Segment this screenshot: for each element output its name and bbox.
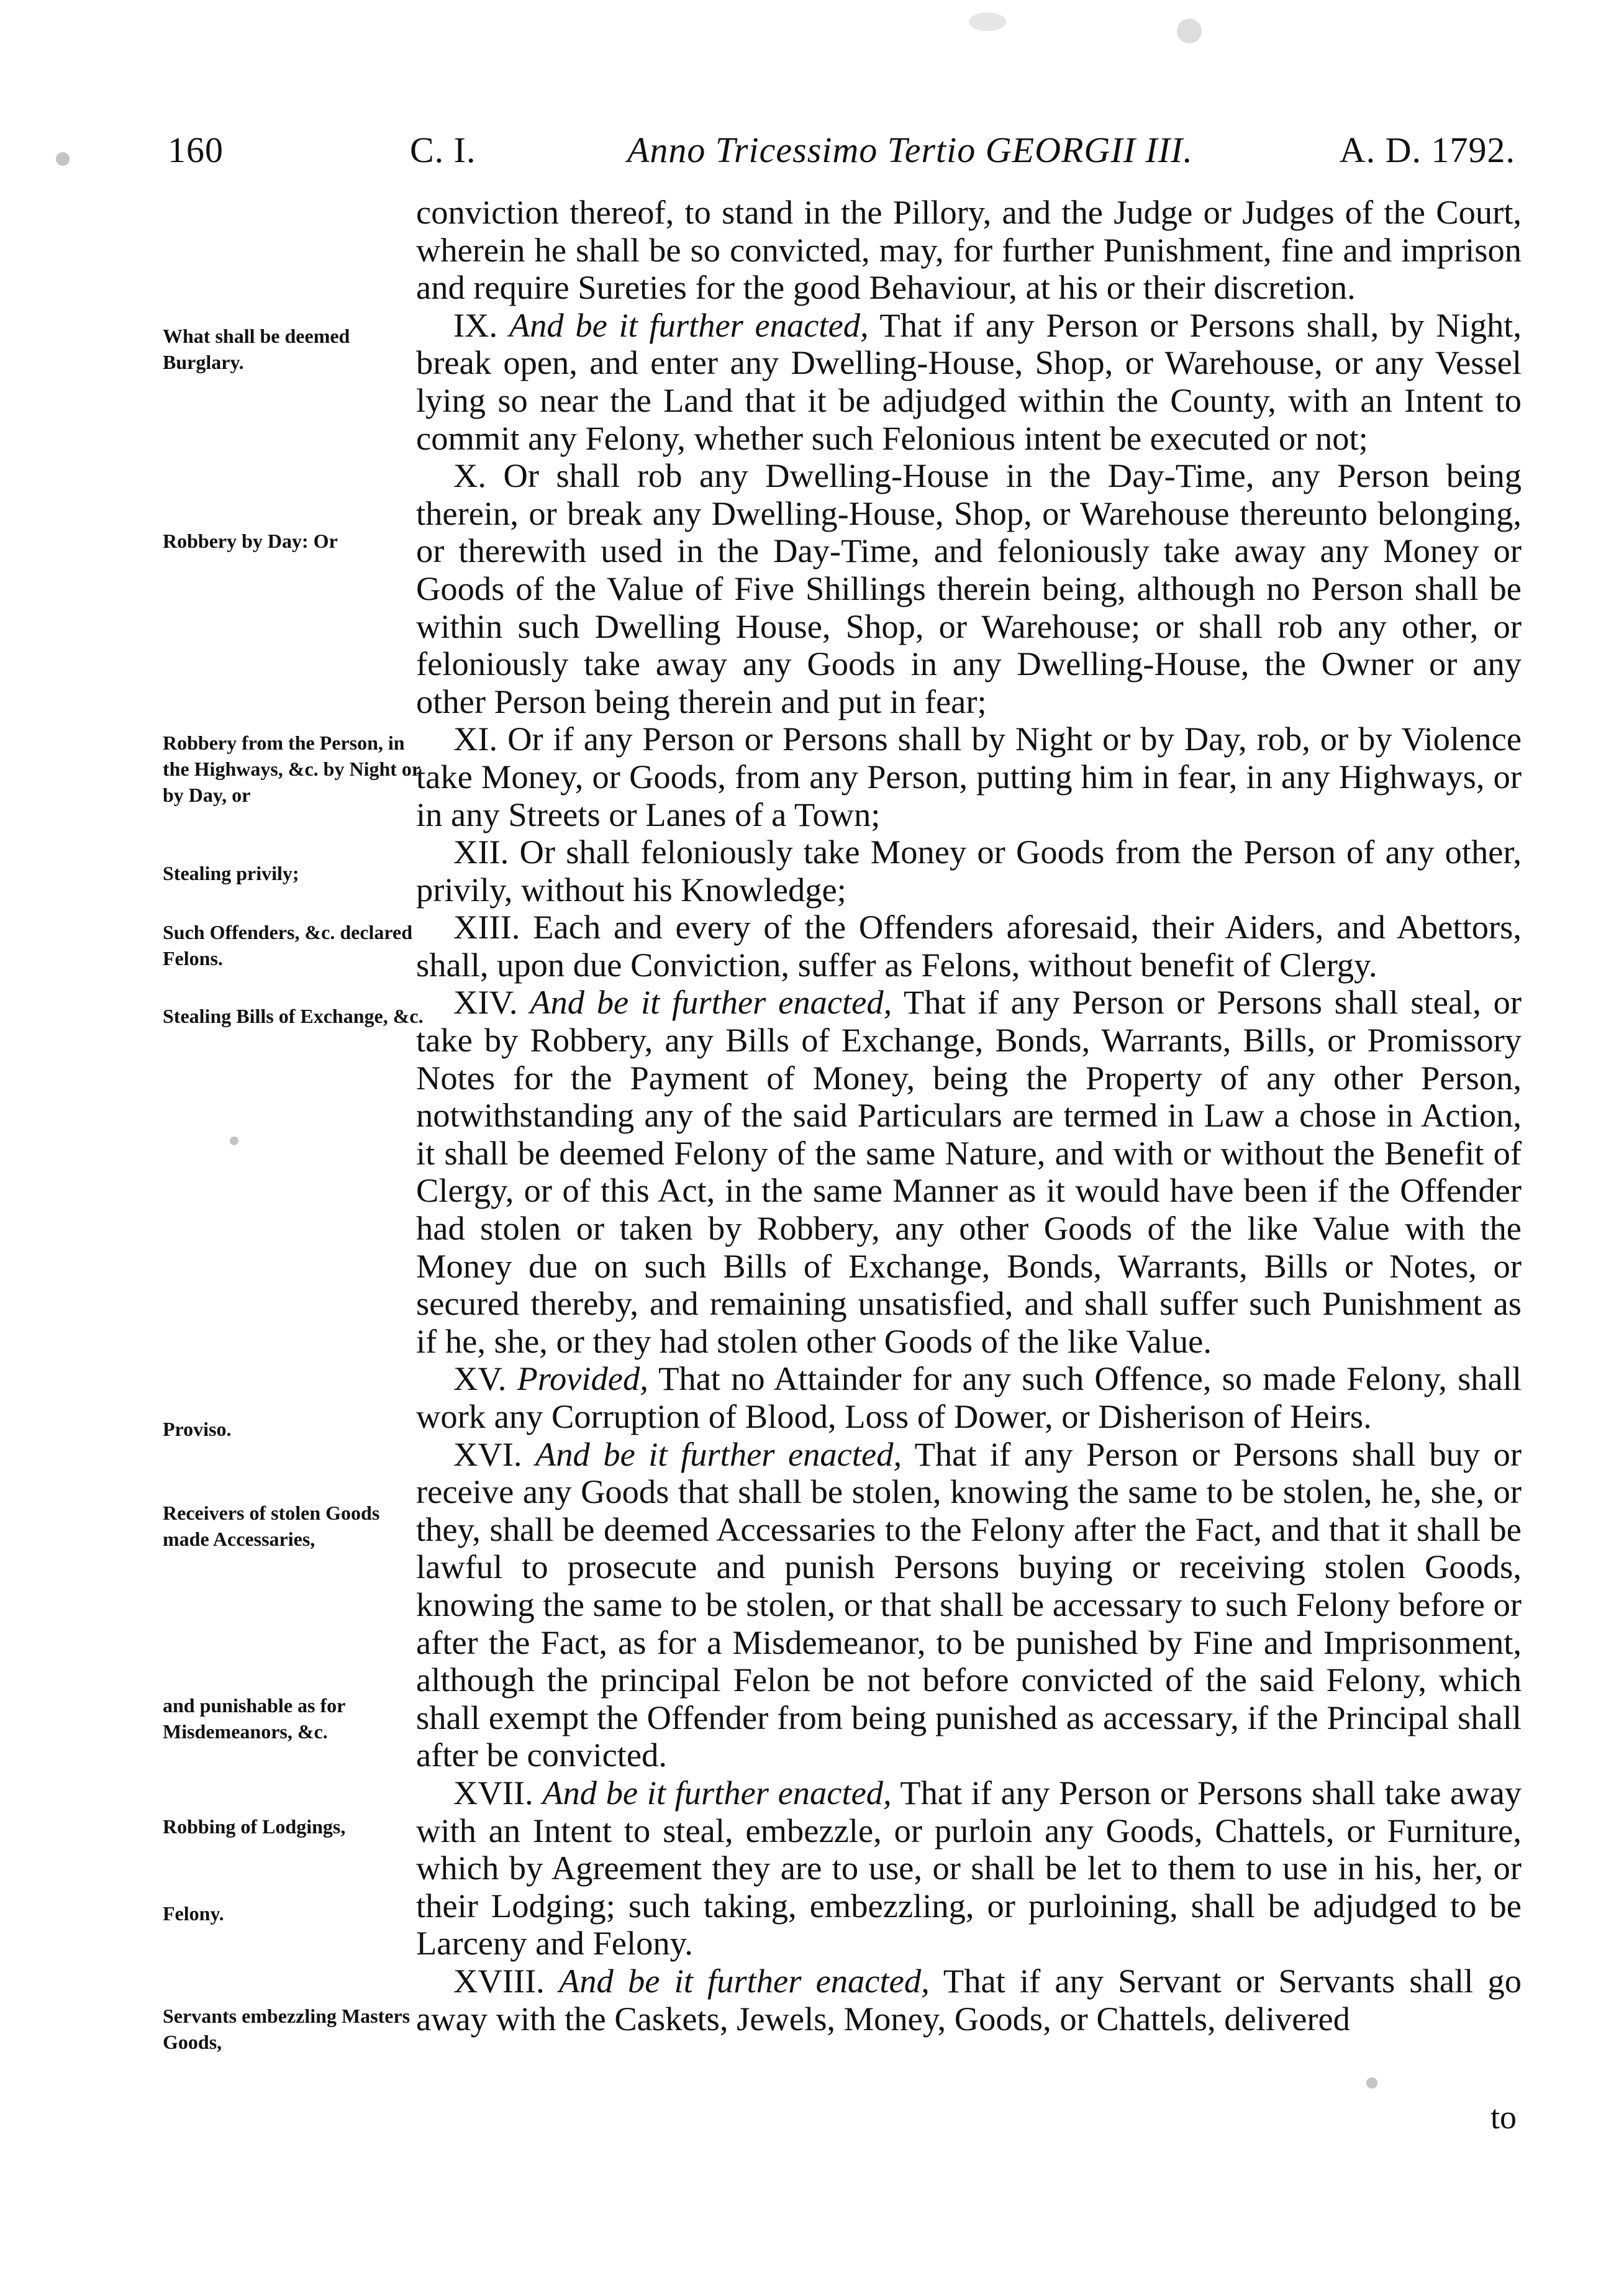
margin-note: Such Offenders, &c. declared Felons. bbox=[163, 921, 413, 969]
act-title: Anno Tricessimo Tertio GEORGII III. bbox=[627, 130, 1193, 170]
paragraph-text: Each and every of the Offenders aforesaid, their Aiders, and Abettors, shall, upon due Conviction, suffer as Felons, without benefit of Clergy. bbox=[416, 908, 1522, 984]
enacting-clause: And be it further enacted, bbox=[509, 306, 869, 344]
margin-note: Receivers of stolen Goods made Accessaries, bbox=[163, 1502, 380, 1550]
margin-note: Stealing privily; bbox=[163, 862, 299, 884]
paragraph-text: Or shall rob any Dwelling-House in the Day-Time, any Person being therein, or break any Dwelling-House, Shop, or Warehouse thereunto belonging, or therewith used in the Day-Time, and feloniously take away any Money or Goods of the Value of Five Shillings therein being, although no Person shall be within such Dwelling House, Shop, or Warehouse; or shall rob any other, or feloniously take away any Goods in any Dwelling-House, the Owner or any other Person being therein and put in fear; bbox=[416, 456, 1522, 720]
section-number: XII. bbox=[453, 833, 509, 871]
paragraph-ix bbox=[416, 307, 1522, 457]
section-number: XI. bbox=[453, 720, 498, 758]
enacting-clause: And be it further enacted, bbox=[530, 983, 892, 1022]
margin-note: Felony. bbox=[163, 1902, 224, 1925]
paragraph-text: That if any Servant or Servants shall go away with the Caskets, Jewels, Money, Goods, or Chattels, delivered bbox=[416, 1961, 1522, 2038]
margin-note: Stealing Bills of Exchange, &c. bbox=[163, 1005, 424, 1027]
paragraph-text: conviction thereof, to stand in the Pillory, and the Judge or Judges of the Court, wherein he shall be so convicted, may, for further Punishment, fine and imprison and require Sureties for the good Behaviour, at his or their discretion. bbox=[416, 193, 1522, 307]
paragraph-xiii bbox=[416, 909, 1522, 984]
section-number: XVI. bbox=[453, 1435, 522, 1473]
margin-note: and punishable as for Misdemeanors, &c. bbox=[163, 1694, 345, 1743]
year-label: A. D. 1792. bbox=[1339, 130, 1515, 170]
section-number: XVIII. bbox=[453, 1961, 545, 2000]
paragraph-x bbox=[416, 457, 1522, 720]
enacting-clause: And be it further enacted, bbox=[542, 1773, 892, 1812]
paragraph-xvii bbox=[416, 1774, 1522, 1962]
margin-note: What shall be deemed Burglary. bbox=[163, 325, 350, 373]
scan-speck bbox=[1366, 2077, 1377, 2089]
section-number: XIII. bbox=[453, 908, 520, 946]
paragraph-xi bbox=[416, 720, 1522, 833]
margin-note: Robbery from the Person, in the Highways, &c. by Night or by Day, or bbox=[163, 732, 420, 806]
paragraph-xiv bbox=[416, 984, 1522, 1360]
margin-note: Robbery by Day: Or bbox=[163, 530, 338, 552]
chapter-label: C. I. bbox=[410, 130, 476, 170]
section-number: XIV. bbox=[453, 983, 518, 1022]
paragraph-xviii bbox=[416, 1962, 1522, 2038]
statute-text bbox=[416, 194, 1522, 2038]
margin-note: Servants embezzling Masters Goods, bbox=[163, 2005, 411, 2053]
paragraph-text: Or if any Person or Persons shall by Night or by Day, rob, or by Violence take Money, or Goods, from any Person, putting him in fear, in any Highways, or in any Streets or Lanes of a Town; bbox=[416, 720, 1522, 833]
scan-speck bbox=[230, 1137, 238, 1145]
paragraph-xii bbox=[416, 833, 1522, 909]
section-number: XVII. bbox=[453, 1773, 533, 1812]
margin-note: Robbing of Lodgings, bbox=[163, 1815, 346, 1838]
paragraph-text: That if any Person or Persons shall steal, or take by Robbery, any Bills of Exchange, Bonds, Warrants, Bills, or Promissory Notes for the Payment of Money, being the Property of any other Person, notwithstanding any of the said Particulars are termed in Law a chose in Action, it shall be deemed Felony of the same Nature, and with or without the Benefit of Clergy, or of this Act, in the same Manner as it would have been if the Offender had stolen or taken by Robbery, any other Goods of the like Value with the Money due on such Bills of Exchange, Bonds, Warrants, Bills or Notes, or secured thereby, and remaining unsatisfied, and shall suffer such Punishment as if he, she, or they had stolen other Goods of the like Value. bbox=[416, 983, 1522, 1360]
section-number: IX. bbox=[453, 306, 498, 344]
enacting-clause: And be it further enacted, bbox=[558, 1961, 930, 2000]
catchword: to bbox=[1490, 2099, 1517, 2136]
section-number: X. bbox=[453, 456, 486, 495]
margin-note: Proviso. bbox=[163, 1418, 232, 1440]
scan-speck bbox=[56, 152, 70, 166]
paragraph-text: That no Attainder for any such Offence, so made Felony, shall work any Corruption of Blood, Loss of Dower, or Disherison of Heirs. bbox=[416, 1359, 1522, 1435]
paragraph-text: Or shall feloniously take Money or Goods from the Person of any other, privily, without his Knowledge; bbox=[416, 833, 1522, 909]
enacting-clause: And be it further enacted, bbox=[535, 1435, 902, 1473]
paragraph-xvi bbox=[416, 1436, 1522, 1774]
scan-speck bbox=[969, 12, 1006, 31]
paragraph-xv bbox=[416, 1360, 1522, 1435]
section-number: XV. bbox=[453, 1359, 507, 1398]
running-head bbox=[168, 129, 1515, 185]
scan-speck bbox=[1177, 19, 1202, 43]
paragraph bbox=[416, 194, 1522, 307]
enacting-clause: Provided, bbox=[517, 1359, 648, 1398]
paragraph-text: That if any Person or Persons shall, by Night, break open, and enter any Dwelling-House, Shop, or Warehouse, or any Vessel lying so near the Land that it be adjudged within the County, with an Intent to commit any Felony, whether such Felonious intent be executed or not; bbox=[416, 306, 1522, 457]
paragraph-text: That if any Person or Persons shall buy or receive any Goods that shall be stolen, knowing the same to be stolen, he, she, or they, shall be deemed Accessaries to the Felony after the Fact, and that it shall be lawful to prosecute and punish Persons buying or receiving stolen Goods, knowing the same to be stolen, or that shall be accessary to such Felony before or after the Fact, as for a Misdemeanor, to be punished by Fine and Imprisonment, although the principal Felon be not before convicted of the said Felony, which shall exempt the Offender from being punished as accessary, if the Principal shall after be convicted. bbox=[416, 1435, 1522, 1774]
page-number: 160 bbox=[168, 130, 224, 170]
paragraph-text: That if any Person or Persons shall take away with an Intent to steal, embezzle, or purloin any Goods, Chattels, or Furniture, which by Agreement they are to use, or shall be let to them to use in his, her, or their Lodging; such taking, embezzling, or purloining, shall be adjudged to be Larceny and Felony. bbox=[416, 1773, 1522, 1962]
